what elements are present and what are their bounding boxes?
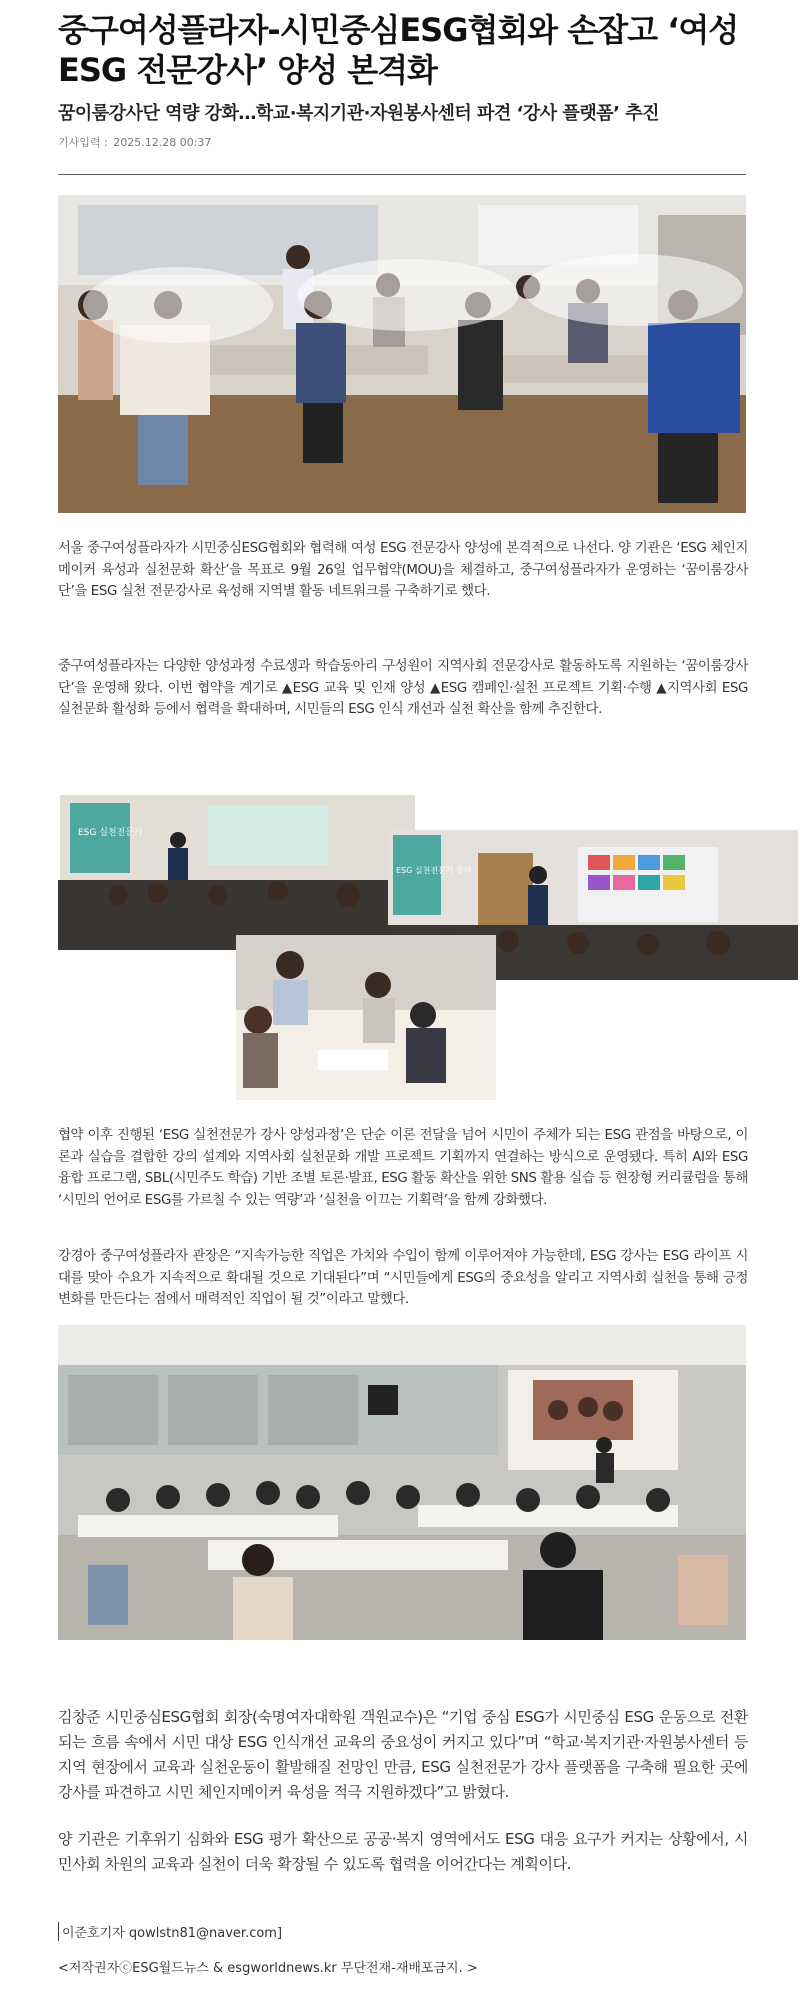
body-paragraph-3: 협약 이후 진행된 ‘ESG 실천전문가 강사 양성과정’은 단순 이론 전달을 넘어 시민이 주체가 되는 ESG 관점을 바탕으로, 이론과 실습을 결합한 강의 설계와 지역사회 실천문화 개발 프로젝트 기획까지 연결하는 방식으로 운영됐다. 특히 AI와 ESG 융합 프로그램, SBL(시민주도 학습) 기반 조별 토론·발표, ESG 활동 확산을 위한 SNS 활용 실습 등 현장형 커리큘럼을 통해 ‘시민의 언어로 ESG를 가르칠 수 있는 역량’과 ‘실천을 이끄는 기획력’을 함께 강화했다. [58, 1128, 748, 1208]
article-photo-group [58, 195, 746, 513]
article-dateline [58, 134, 213, 150]
copyright-notice: <저작권자ⓒESG월드뉴스 & esgworldnews.kr 무단전재-재배포금지. > [58, 1961, 478, 1976]
date-value: 2025.12.28 00:37 [113, 136, 212, 149]
body-paragraph-2: 중구여성플라자는 다양한 양성과정 수료생과 학습동아리 구성원이 지역사회 전문강사로 활동하도록 지원하는 ‘꿈이룸강사단’을 운영해 왔다. 이번 협약을 계기로 ▲ESG 교육 및 인재 양성 ▲ESG 캠페인·실천 프로젝트 기획·수행 ▲지역사회 ESG 실천문화 활성화 등에서 협력을 확대하며, 시민들의 ESG 인식 개선과 실천 확산을 함께 추진한다. [58, 659, 748, 717]
article-photo-lecture [58, 1325, 746, 1640]
body-paragraph-6: 양 기관은 기후위기 심화와 ESG 평가 확산으로 공공·복지 영역에서도 ESG 대응 요구가 커지는 상황에서, 시민사회 차원의 교육과 실천이 더욱 확장될 수 있도록 협력을 이어간다는 계획이다. [58, 1830, 748, 1873]
header-divider [58, 174, 746, 175]
date-label: 기사입력 : [58, 136, 108, 149]
article-photo-collage [58, 795, 744, 1100]
body-paragraph-1: 서울 중구여성플라자가 시민중심ESG협회와 협력해 여성 ESG 전문강사 양성에 본격적으로 나선다. 양 기관은 ‘ESG 체인지메이커 육성과 실천문화 확산’을 목표로 9월 26일 업무협약(MOU)을 체결하고, 중구여성플라자가 운영하는 ‘꿈이룸강사단’을 ESG 실천 전문강사로 육성해 지역별 활동 네트워크를 구축하기로 했다. [58, 541, 748, 599]
article-title: 중구여성플라자-시민중심ESG협회와 손잡고 ‘여성 ESG 전문강사’ 양성 본격화 [58, 11, 739, 89]
slide-right-text: ESG 실천전문가 강사 [396, 866, 472, 875]
slide-left-text: ESG 실천전문가 [78, 828, 143, 838]
article-subtitle: 꿈이룸강사단 역량 강화…학교·복지기관·자원봉사센터 파견 ‘강사 플랫폼’ 추진 [58, 103, 659, 124]
body-paragraph-4: 강경아 중구여성플라자 관장은 “지속가능한 직업은 가치와 수입이 함께 이루어져야 가능한데, ESG 강사는 ESG 라이프 시대를 맞아 수요가 지속적으로 확대될 것으로 기대된다”며 “시민들에게 ESG의 중요성을 알리고 지역사회 실천을 통해 긍정 변화를 만든다는 점에서 매력적인 직업이 될 것”이라고 말했다. [58, 1249, 748, 1307]
body-paragraph-5: 김창준 시민중심ESG협회 회장(숙명여자대학원 객원교수)은 “기업 중심 ESG가 시민중심 ESG 운동으로 전환되는 흐름 속에서 시민 대상 ESG 인식개선 교육의 중요성이 커지고 있다”며 “학교·복지기관·자원봉사센터 등 지역 현장에서 교육과 실천운동이 활발해질 전망인 만큼, ESG 실천전문가 강사 플랫폼을 구축해 필요한 곳에 강사를 파견하고 시민 체인지메이커 육성을 적극 지원하겠다”고 밝혔다. [58, 1708, 748, 1801]
reporter-byline: 이준호기자 qowlstn81@naver.com] [58, 1922, 282, 1941]
